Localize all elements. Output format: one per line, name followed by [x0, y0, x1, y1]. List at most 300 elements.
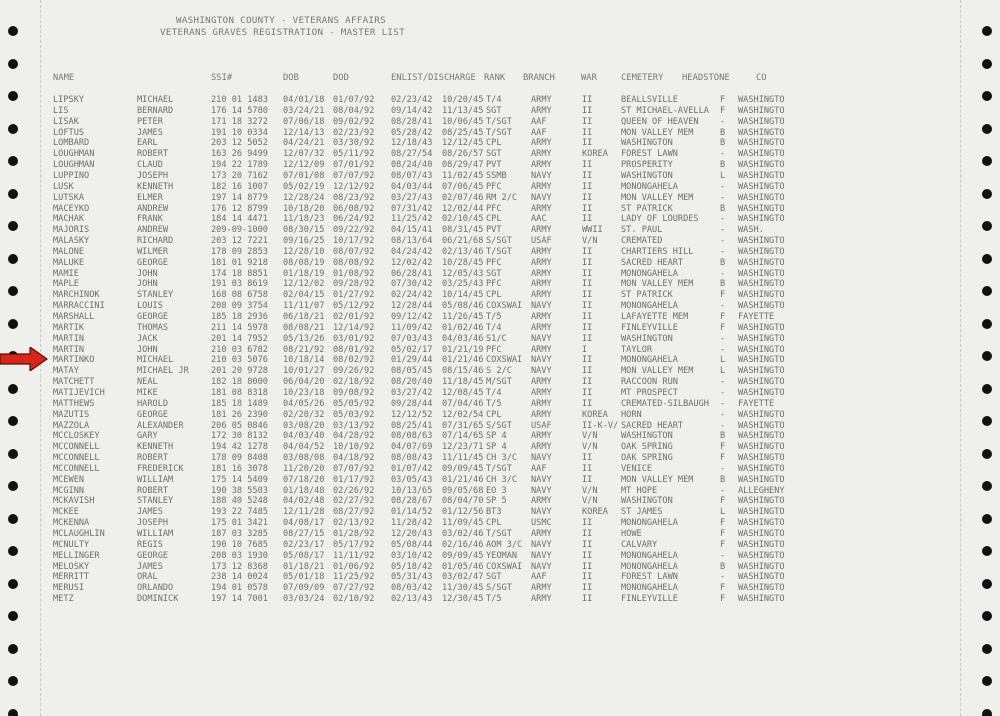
cell-discharge-date: 12/08/45: [442, 387, 484, 398]
cell-dod: 07/07/92: [333, 463, 375, 474]
cell-war: II: [582, 398, 593, 409]
cell-dob: 07/01/08: [283, 170, 325, 181]
cell-headstone: B: [720, 127, 726, 138]
cell-dod: 08/27/92: [333, 507, 375, 518]
record-row: [0, 410, 1000, 421]
cell-discharge-date: 05/08/46: [442, 301, 484, 312]
cell-dob: 07/18/20: [283, 474, 325, 485]
cell-enlist-date: 02/13/43: [391, 594, 433, 605]
cell-county: WASHINGTO: [738, 246, 785, 257]
cell-ssn: 184 14 4471: [211, 214, 268, 225]
cell-branch: ARMY: [531, 225, 552, 236]
cell-first-name: ROBERT: [137, 485, 169, 496]
cell-ssn: 168 08 6758: [211, 290, 268, 301]
cell-dob: 02/23/17: [283, 539, 325, 550]
record-row: [0, 421, 1000, 432]
cell-dob: 11/20/20: [283, 463, 325, 474]
cell-first-name: ANDREW: [137, 225, 169, 236]
cell-last-name: LISAK: [53, 116, 79, 127]
cell-ssn: 181 08 8318: [211, 387, 268, 398]
cell-enlist-date: 03/27/43: [391, 192, 433, 203]
cell-branch: NAVY: [531, 550, 552, 561]
cell-enlist-date: 09/14/42: [391, 105, 433, 116]
record-row: [0, 128, 1000, 139]
cell-enlist-date: 06/28/41: [391, 268, 433, 279]
cell-last-name: LIS: [53, 105, 69, 116]
cell-enlist-date: 08/28/67: [391, 496, 433, 507]
cell-dod: 04/18/92: [333, 453, 375, 464]
cell-dod: 02/13/92: [333, 518, 375, 529]
cell-headstone: F: [720, 594, 726, 605]
cell-war: KOREA: [582, 409, 608, 420]
cell-ssn: 176 14 5780: [211, 105, 268, 116]
cell-discharge-date: 01/21/46: [442, 355, 484, 366]
feed-hole: [982, 26, 992, 36]
cell-first-name: LOUIS: [137, 301, 163, 312]
cell-ssn: 173 12 8368: [211, 561, 268, 572]
cell-ssn: 201 14 7952: [211, 333, 268, 344]
cell-war: WWII: [582, 225, 603, 236]
cell-dod: 09/02/92: [333, 116, 375, 127]
cell-headstone: -: [720, 214, 726, 225]
cell-branch: ARMY: [531, 387, 552, 398]
cell-enlist-date: 09/28/44: [391, 398, 433, 409]
cell-war: II: [582, 550, 593, 561]
cell-war: II: [582, 387, 593, 398]
cell-first-name: THOMAS: [137, 322, 169, 333]
cell-branch: ARMY: [531, 138, 552, 149]
cell-last-name: MAMIE: [53, 268, 79, 279]
feed-hole: [982, 676, 992, 686]
cell-first-name: HAROLD: [137, 398, 169, 409]
cell-headstone: F: [720, 312, 726, 322]
cell-dod: 07/01/92: [333, 160, 375, 171]
col-county: CO: [756, 73, 767, 83]
cell-rank: S/SGT: [486, 420, 512, 431]
cell-headstone: -: [720, 181, 726, 192]
cell-branch: ARMY: [531, 257, 552, 268]
record-row: [0, 453, 1000, 464]
cell-discharge-date: 08/25/45: [442, 127, 484, 138]
cell-dob: 02/20/32: [283, 409, 325, 420]
cell-war: II: [582, 322, 593, 333]
cell-first-name: STANLEY: [137, 496, 174, 507]
cell-cemetery: RACCOON RUN: [621, 377, 678, 388]
cell-discharge-date: 12/02/54: [442, 409, 484, 420]
cell-branch: ARMY: [531, 149, 552, 160]
cell-last-name: LOMBARD: [53, 138, 90, 149]
record-row: [0, 529, 1000, 540]
cell-cemetery: LADY OF LOURDES: [621, 214, 699, 225]
cell-cemetery: SACRED HEART: [621, 257, 684, 268]
cell-ssn: 175 14 5409: [211, 474, 268, 485]
cell-ssn: 238 14 0024: [211, 572, 268, 583]
cell-county: WASHINGTO: [738, 344, 785, 355]
cell-discharge-date: 09/09/45: [442, 463, 484, 474]
cell-last-name: MARSHALL: [53, 312, 95, 322]
cell-branch: ARMY: [531, 583, 552, 594]
record-row: [0, 377, 1000, 388]
red-arrow-icon: [0, 347, 48, 371]
cell-discharge-date: 02/16/46: [442, 539, 484, 550]
cell-dob: 08/27/15: [283, 529, 325, 539]
cell-headstone: B: [720, 160, 726, 171]
cell-dod: 09/22/92: [333, 225, 375, 236]
cell-branch: ARMY: [531, 496, 552, 507]
cell-headstone: -: [720, 192, 726, 203]
cell-last-name: MALONE: [53, 246, 85, 257]
cell-ssn: 197 14 8779: [211, 192, 268, 203]
cell-enlist-date: 08/08/63: [391, 431, 433, 442]
cell-war: II: [582, 268, 593, 279]
cell-branch: USAF: [531, 236, 552, 247]
cell-ssn: 176 12 8799: [211, 203, 268, 214]
cell-county: WASHINGTO: [738, 257, 785, 268]
cell-dod: 05/12/92: [333, 301, 375, 312]
cell-dob: 10/18/20: [283, 203, 325, 214]
cell-county: WASHINGTO: [738, 409, 785, 420]
feed-hole: [982, 611, 992, 621]
cell-headstone: L: [720, 355, 726, 366]
cell-first-name: MIKE: [137, 387, 158, 398]
cell-dob: 05/13/26: [283, 333, 325, 344]
cell-dob: 11/11/07: [283, 301, 325, 312]
cell-first-name: ELMER: [137, 192, 163, 203]
cell-first-name: ORLANDO: [137, 583, 174, 594]
cell-headstone: -: [720, 377, 726, 388]
cell-ssn: 185 18 2936: [211, 312, 268, 322]
cell-rank: SGT: [486, 572, 502, 583]
record-row: [0, 388, 1000, 399]
cell-rank: BT3: [486, 507, 502, 518]
cell-dob: 04/05/26: [283, 398, 325, 409]
cell-branch: ARMY: [531, 95, 552, 105]
cell-cemetery: MON VALLEY MEM: [621, 192, 694, 203]
cell-county: WASHINGTO: [738, 116, 785, 127]
cell-last-name: MCGINN: [53, 485, 85, 496]
cell-county: WASHINGTO: [738, 301, 785, 312]
cell-enlist-date: 05/08/44: [391, 539, 433, 550]
cell-headstone: B: [720, 138, 726, 149]
cell-dob: 08/08/21: [283, 322, 325, 333]
cell-war: V/N: [582, 442, 598, 453]
cell-dod: 08/23/92: [333, 192, 375, 203]
cell-discharge-date: 01/05/46: [442, 561, 484, 572]
cell-discharge-date: 08/29/47: [442, 160, 484, 171]
cell-last-name: MERRITT: [53, 572, 90, 583]
cell-dod: 06/24/92: [333, 214, 375, 225]
cell-discharge-date: 08/26/57: [442, 149, 484, 160]
cell-county: WASHINGTO: [738, 463, 785, 474]
cell-last-name: MARTIK: [53, 322, 85, 333]
cell-rank: SP 4: [486, 442, 507, 453]
cell-ssn: 210 03 5076: [211, 355, 268, 366]
cell-first-name: FREDERICK: [137, 463, 184, 474]
cell-war: V/N: [582, 236, 598, 247]
cell-rank: SP 4: [486, 431, 507, 442]
cell-enlist-date: 08/24/40: [391, 160, 433, 171]
cell-war: II: [582, 453, 593, 464]
cell-first-name: WILLIAM: [137, 474, 174, 485]
cell-first-name: EARL: [137, 138, 158, 149]
cell-first-name: GEORGE: [137, 257, 169, 268]
cell-rank: T/SGT: [486, 127, 512, 138]
record-row: [0, 355, 1000, 366]
cell-dod: 05/03/92: [333, 409, 375, 420]
cell-dod: 11/25/92: [333, 572, 375, 583]
record-row: [0, 507, 1000, 518]
cell-war: II: [582, 192, 593, 203]
cell-ssn: 191 03 8619: [211, 279, 268, 290]
cell-cemetery: HORN: [621, 409, 642, 420]
cell-enlist-date: 01/14/52: [391, 507, 433, 518]
cell-ssn: 188 40 5248: [211, 496, 268, 507]
cell-dob: 04/04/52: [283, 442, 325, 453]
cell-war: II: [582, 181, 593, 192]
record-row: [0, 334, 1000, 345]
cell-rank: CPL: [486, 214, 502, 225]
cell-dod: 08/01/92: [333, 344, 375, 355]
cell-war: II: [582, 539, 593, 550]
cell-cemetery: BEALLSVILLE: [621, 95, 678, 105]
cell-enlist-date: 03/05/43: [391, 474, 433, 485]
cell-discharge-date: 07/06/45: [442, 181, 484, 192]
cell-first-name: MICHAEL: [137, 95, 174, 105]
cell-first-name: MICHAEL: [137, 355, 174, 366]
record-row: [0, 551, 1000, 562]
cell-cemetery: MONONGAHELA: [621, 355, 678, 366]
cell-discharge-date: 02/13/46: [442, 246, 484, 257]
cell-cemetery: MON VALLEY MEM: [621, 127, 694, 138]
cell-cemetery: CREMATED-SILBAUGH: [621, 398, 709, 409]
cell-enlist-date: 02/24/42: [391, 290, 433, 301]
record-row: [0, 236, 1000, 247]
cell-discharge-date: 03/25/43: [442, 279, 484, 290]
cell-headstone: -: [720, 246, 726, 257]
cell-dob: 03/24/21: [283, 105, 325, 116]
cell-dod: 10/10/92: [333, 442, 375, 453]
cell-war: V/N: [582, 485, 598, 496]
cell-war: II: [582, 355, 593, 366]
cell-last-name: MAJORIS: [53, 225, 90, 236]
cell-county: WASHINGTO: [738, 377, 785, 388]
cell-headstone: F: [720, 290, 726, 301]
cell-cemetery: MT PROSPECT: [621, 387, 678, 398]
col-cemetery: CEMETERY: [621, 73, 664, 83]
cell-war: II: [582, 366, 593, 377]
cell-discharge-date: 01/02/46: [442, 322, 484, 333]
cell-rank: CH 3/C: [486, 474, 518, 485]
record-row: [0, 138, 1000, 149]
cell-cemetery: ST PATRICK: [621, 203, 673, 214]
cell-branch: ARMY: [531, 344, 552, 355]
cell-rank: M/SGT: [486, 377, 512, 388]
cell-first-name: JOSEPH: [137, 518, 169, 529]
cell-last-name: LUSK: [53, 181, 74, 192]
cell-discharge-date: 10/06/45: [442, 116, 484, 127]
cell-last-name: LOUGHMAN: [53, 160, 95, 171]
cell-county: ALLEGHENY: [738, 485, 785, 496]
record-row: [0, 269, 1000, 280]
cell-last-name: MERUSI: [53, 583, 85, 594]
cell-dod: 01/17/92: [333, 474, 375, 485]
report-title: [160, 15, 405, 39]
cell-rank: T/5: [486, 398, 502, 409]
cell-county: WASHINGTO: [738, 442, 785, 453]
col-rank: RANK: [484, 73, 506, 83]
cell-branch: ARMY: [531, 529, 552, 539]
col-name: NAME: [53, 73, 75, 83]
cell-rank: S/SGT: [486, 583, 512, 594]
cell-cemetery: WASHINGTON: [621, 496, 673, 507]
cell-branch: AAF: [531, 572, 547, 583]
cell-headstone: -: [720, 398, 726, 409]
cell-ssn: 208 09 3754: [211, 301, 268, 312]
cell-headstone: -: [720, 333, 726, 344]
cell-enlist-date: 12/02/42: [391, 257, 433, 268]
cell-cemetery: QUEEN OF HEAVEN: [621, 116, 699, 127]
cell-branch: NAVY: [531, 301, 552, 312]
record-row: [0, 106, 1000, 117]
cell-cemetery: FINLEYVILLE: [621, 594, 678, 605]
cell-dod: 11/11/92: [333, 550, 375, 561]
cell-dob: 03/08/20: [283, 420, 325, 431]
record-row: [0, 399, 1000, 410]
cell-ssn: 178 09 2853: [211, 246, 268, 257]
cell-cemetery: MON VALLEY MEM: [621, 279, 694, 290]
cell-discharge-date: 11/26/45: [442, 312, 484, 322]
cell-last-name: MELLINGER: [53, 550, 100, 561]
cell-rank: T/4: [486, 95, 502, 105]
cell-ssn: 206 05 0846: [211, 420, 268, 431]
cell-war: II: [582, 474, 593, 485]
record-row: [0, 496, 1000, 507]
cell-cemetery: MONONGAHELA: [621, 301, 678, 312]
cell-enlist-date: 08/27/54: [391, 149, 433, 160]
cell-ssn: 211 14 5978: [211, 322, 268, 333]
record-row: [0, 464, 1000, 475]
cell-branch: NAVY: [531, 366, 552, 377]
cell-headstone: F: [720, 442, 726, 453]
cell-last-name: MCKENNA: [53, 518, 90, 529]
cell-rank: SGT: [486, 149, 502, 160]
cell-county: WASHINGTO: [738, 105, 785, 116]
cell-discharge-date: 03/02/46: [442, 529, 484, 539]
cell-enlist-date: 04/07/69: [391, 442, 433, 453]
record-row: [0, 95, 1000, 106]
cell-headstone: L: [720, 170, 726, 181]
cell-first-name: ROBERT: [137, 149, 169, 160]
cell-dob: 06/18/21: [283, 312, 325, 322]
cell-first-name: BERNARD: [137, 105, 174, 116]
cell-enlist-date: 12/28/44: [391, 301, 433, 312]
cell-rank: COXSWAI: [486, 561, 523, 572]
record-row: [0, 258, 1000, 269]
cell-branch: NAVY: [531, 170, 552, 181]
cell-ssn: 208 03 1930: [211, 550, 268, 561]
cell-dob: 08/30/15: [283, 225, 325, 236]
cell-first-name: RICHARD: [137, 236, 174, 247]
cell-discharge-date: 10/20/45: [442, 95, 484, 105]
cell-rank: COXSWAI: [486, 301, 523, 312]
cell-headstone: -: [720, 225, 726, 236]
cell-county: FAYETTE: [738, 398, 775, 409]
cell-first-name: GEORGE: [137, 550, 169, 561]
cell-dob: 10/01/27: [283, 366, 325, 377]
cell-county: WASHINGTO: [738, 181, 785, 192]
cell-headstone: B: [720, 561, 726, 572]
cell-branch: AAF: [531, 127, 547, 138]
cell-dod: 09/08/92: [333, 387, 375, 398]
cell-dod: 01/08/92: [333, 268, 375, 279]
cell-dob: 01/18/48: [283, 485, 325, 496]
cell-ssn: 171 18 3272: [211, 116, 268, 127]
cell-war: II: [582, 561, 593, 572]
cell-discharge-date: 10/14/45: [442, 290, 484, 301]
cell-war: II: [582, 170, 593, 181]
cell-last-name: MAPLE: [53, 279, 79, 290]
cell-discharge-date: 07/04/46: [442, 398, 484, 409]
cell-headstone: F: [720, 105, 726, 116]
cell-branch: ARMY: [531, 312, 552, 322]
record-row: [0, 312, 1000, 323]
cell-discharge-date: 12/02/44: [442, 203, 484, 214]
cell-first-name: JOHN: [137, 279, 158, 290]
cell-first-name: WILMER: [137, 246, 169, 257]
cell-ssn: 201 20 9728: [211, 366, 268, 377]
cell-discharge-date: 08/15/46: [442, 366, 484, 377]
cell-cemetery: VENICE: [621, 463, 653, 474]
cell-county: WASHINGTO: [738, 236, 785, 247]
cell-rank: PFC: [486, 279, 502, 290]
cell-ssn: 190 38 5503: [211, 485, 268, 496]
cell-cemetery: MONONGAHELA: [621, 181, 678, 192]
cell-county: WASHINGTO: [738, 127, 785, 138]
cell-first-name: KENNETH: [137, 442, 174, 453]
cell-cemetery: SACRED HEART: [621, 420, 684, 431]
cell-last-name: METZ: [53, 594, 74, 605]
record-row: [0, 366, 1000, 377]
cell-branch: ARMY: [531, 594, 552, 605]
cell-rank: T/5: [486, 312, 502, 322]
cell-dod: 06/08/92: [333, 203, 375, 214]
feed-hole: [8, 26, 18, 36]
cell-rank: PFC: [486, 181, 502, 192]
cell-cemetery: ST MICHAEL-AVELLA: [621, 105, 709, 116]
cell-branch: NAVY: [531, 561, 552, 572]
cell-last-name: LOUGHMAN: [53, 149, 95, 160]
cell-ssn: 194 01 0578: [211, 583, 268, 594]
cell-branch: ARMY: [531, 377, 552, 388]
cell-headstone: -: [720, 463, 726, 474]
cell-branch: ARMY: [531, 181, 552, 192]
cell-county: WASH.: [738, 225, 764, 236]
cell-ssn: 203 12 7221: [211, 236, 268, 247]
col-dod: DOD: [333, 73, 349, 83]
cell-dob: 02/04/15: [283, 290, 325, 301]
record-row: [0, 182, 1000, 193]
cell-ssn: 181 01 9218: [211, 257, 268, 268]
cell-dob: 08/08/19: [283, 257, 325, 268]
cell-rank: EO 3: [486, 485, 507, 496]
cell-rank: S1/C: [486, 333, 507, 344]
cell-county: WASHINGTO: [738, 529, 785, 539]
cell-enlist-date: 11/25/42: [391, 214, 433, 225]
cell-dod: 01/28/92: [333, 529, 375, 539]
cell-war: KOREA: [582, 149, 608, 160]
cell-dob: 01/18/19: [283, 268, 325, 279]
cell-discharge-date: 12/23/71: [442, 442, 484, 453]
